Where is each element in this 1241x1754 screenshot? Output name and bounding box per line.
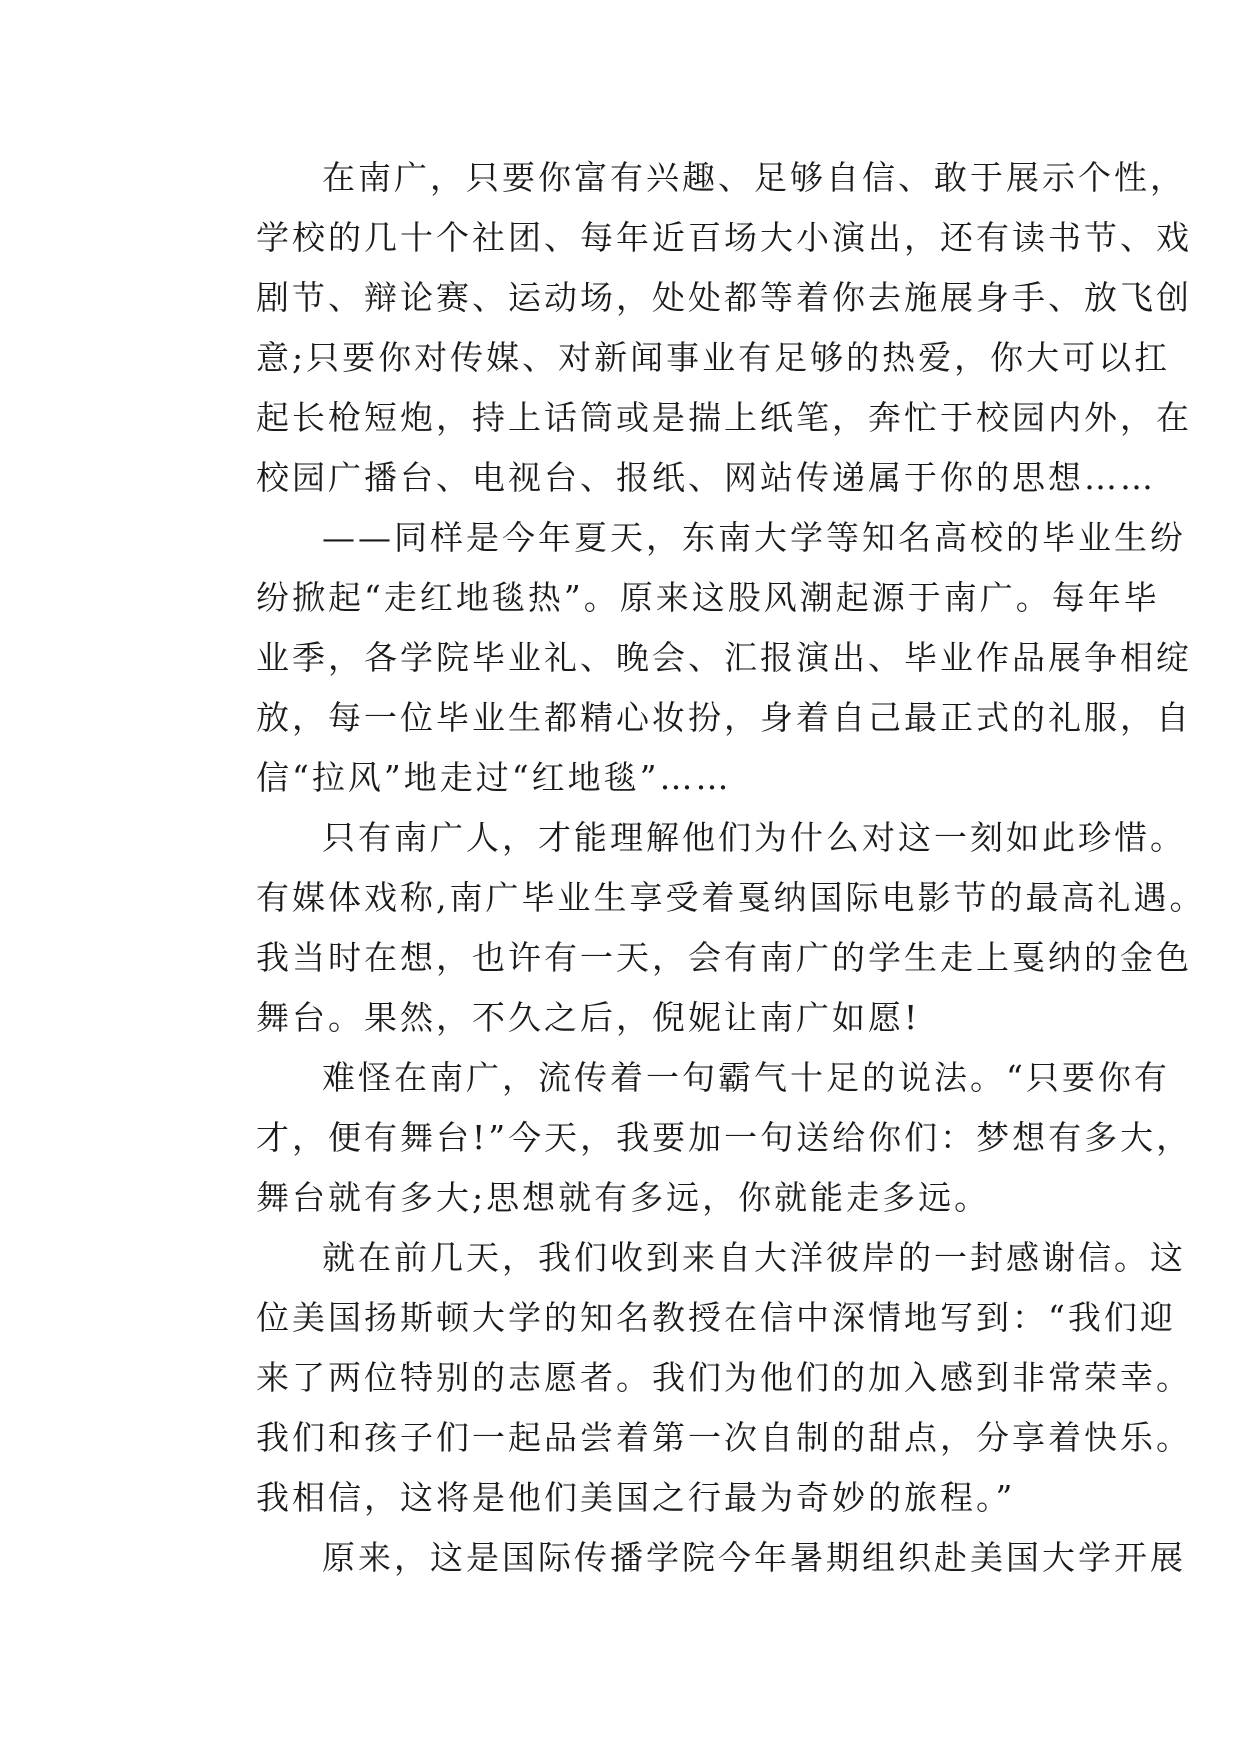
- text-line: 只有南广人，才能理解他们为什么对这一刻如此珍惜。: [322, 818, 1186, 857]
- text-line: 放，每一位毕业生都精心妆扮，身着自己最正式的礼服，自: [256, 698, 1192, 737]
- paragraph-cannes: [190, 808, 1206, 1048]
- text-line: 起长枪短炮，持上话筒或是揣上纸笔，奔忙于校园内外，在: [256, 398, 1192, 437]
- text-line: 位美国扬斯顿大学的知名教授在信中深情地写到：“我们迎: [256, 1298, 1176, 1337]
- text-line: 剧节、辩论赛、运动场，处处都等着你去施展身手、放飞创: [256, 278, 1192, 317]
- text-line: 我相信，这将是他们美国之行最为奇妙的旅程。”: [256, 1478, 1016, 1517]
- text-line: 我当时在想，也许有一天，会有南广的学生走上戛纳的金色: [256, 938, 1192, 977]
- text-line: 意;只要你对传媒、对新闻事业有足够的热爱，你大可以扛: [256, 338, 1171, 377]
- document-page: [190, 148, 1206, 1588]
- paragraph-international-program: [190, 1528, 1186, 1588]
- paragraph-red-carpet: [190, 508, 1192, 808]
- paragraph-stage-saying: [190, 1048, 1193, 1228]
- text-line: 舞台就有多大;思想就有多远，你就能走多远。: [256, 1178, 991, 1217]
- text-line: 原来，这是国际传播学院今年暑期组织赴美国大学开展: [322, 1538, 1186, 1577]
- text-line: 难怪在南广，流传着一句霸气十足的说法。“只要你有: [322, 1058, 1170, 1097]
- text-line: 来了两位特别的志愿者。我们为他们的加入感到非常荣幸。: [256, 1358, 1192, 1397]
- text-line: 学校的几十个社团、每年近百场大小演出，还有读书节、戏: [256, 218, 1192, 257]
- text-line: 就在前几天，我们收到来自大洋彼岸的一封感谢信。这: [322, 1238, 1186, 1277]
- text-line: 才，便有舞台!”今天，我要加一句送给你们：梦想有多大，: [256, 1118, 1193, 1157]
- text-line: 舞台。果然，不久之后，倪妮让南广如愿!: [256, 998, 921, 1037]
- paragraph-thank-you-letter: [190, 1228, 1192, 1528]
- text-line: 业季，各学院毕业礼、晚会、汇报演出、毕业作品展争相绽: [256, 638, 1192, 677]
- text-line: 信“拉风”地走过“红地毯”……: [256, 758, 732, 797]
- paragraph-campus-life: [190, 148, 1192, 508]
- text-line: 校园广播台、电视台、报纸、网站传递属于你的思想……: [256, 458, 1156, 497]
- text-line: 纷掀起“走红地毯热”。原来这股风潮起源于南广。每年毕: [256, 578, 1160, 617]
- text-line: 在南广，只要你富有兴趣、足够自信、敢于展示个性，: [322, 158, 1186, 197]
- text-line: 我们和孩子们一起品尝着第一次自制的甜点，分享着快乐。: [256, 1418, 1192, 1457]
- text-line: ——同样是今年夏天，东南大学等知名高校的毕业生纷: [322, 518, 1186, 557]
- text-line: 有媒体戏称,南广毕业生享受着戛纳国际电影节的最高礼遇。: [256, 878, 1206, 917]
